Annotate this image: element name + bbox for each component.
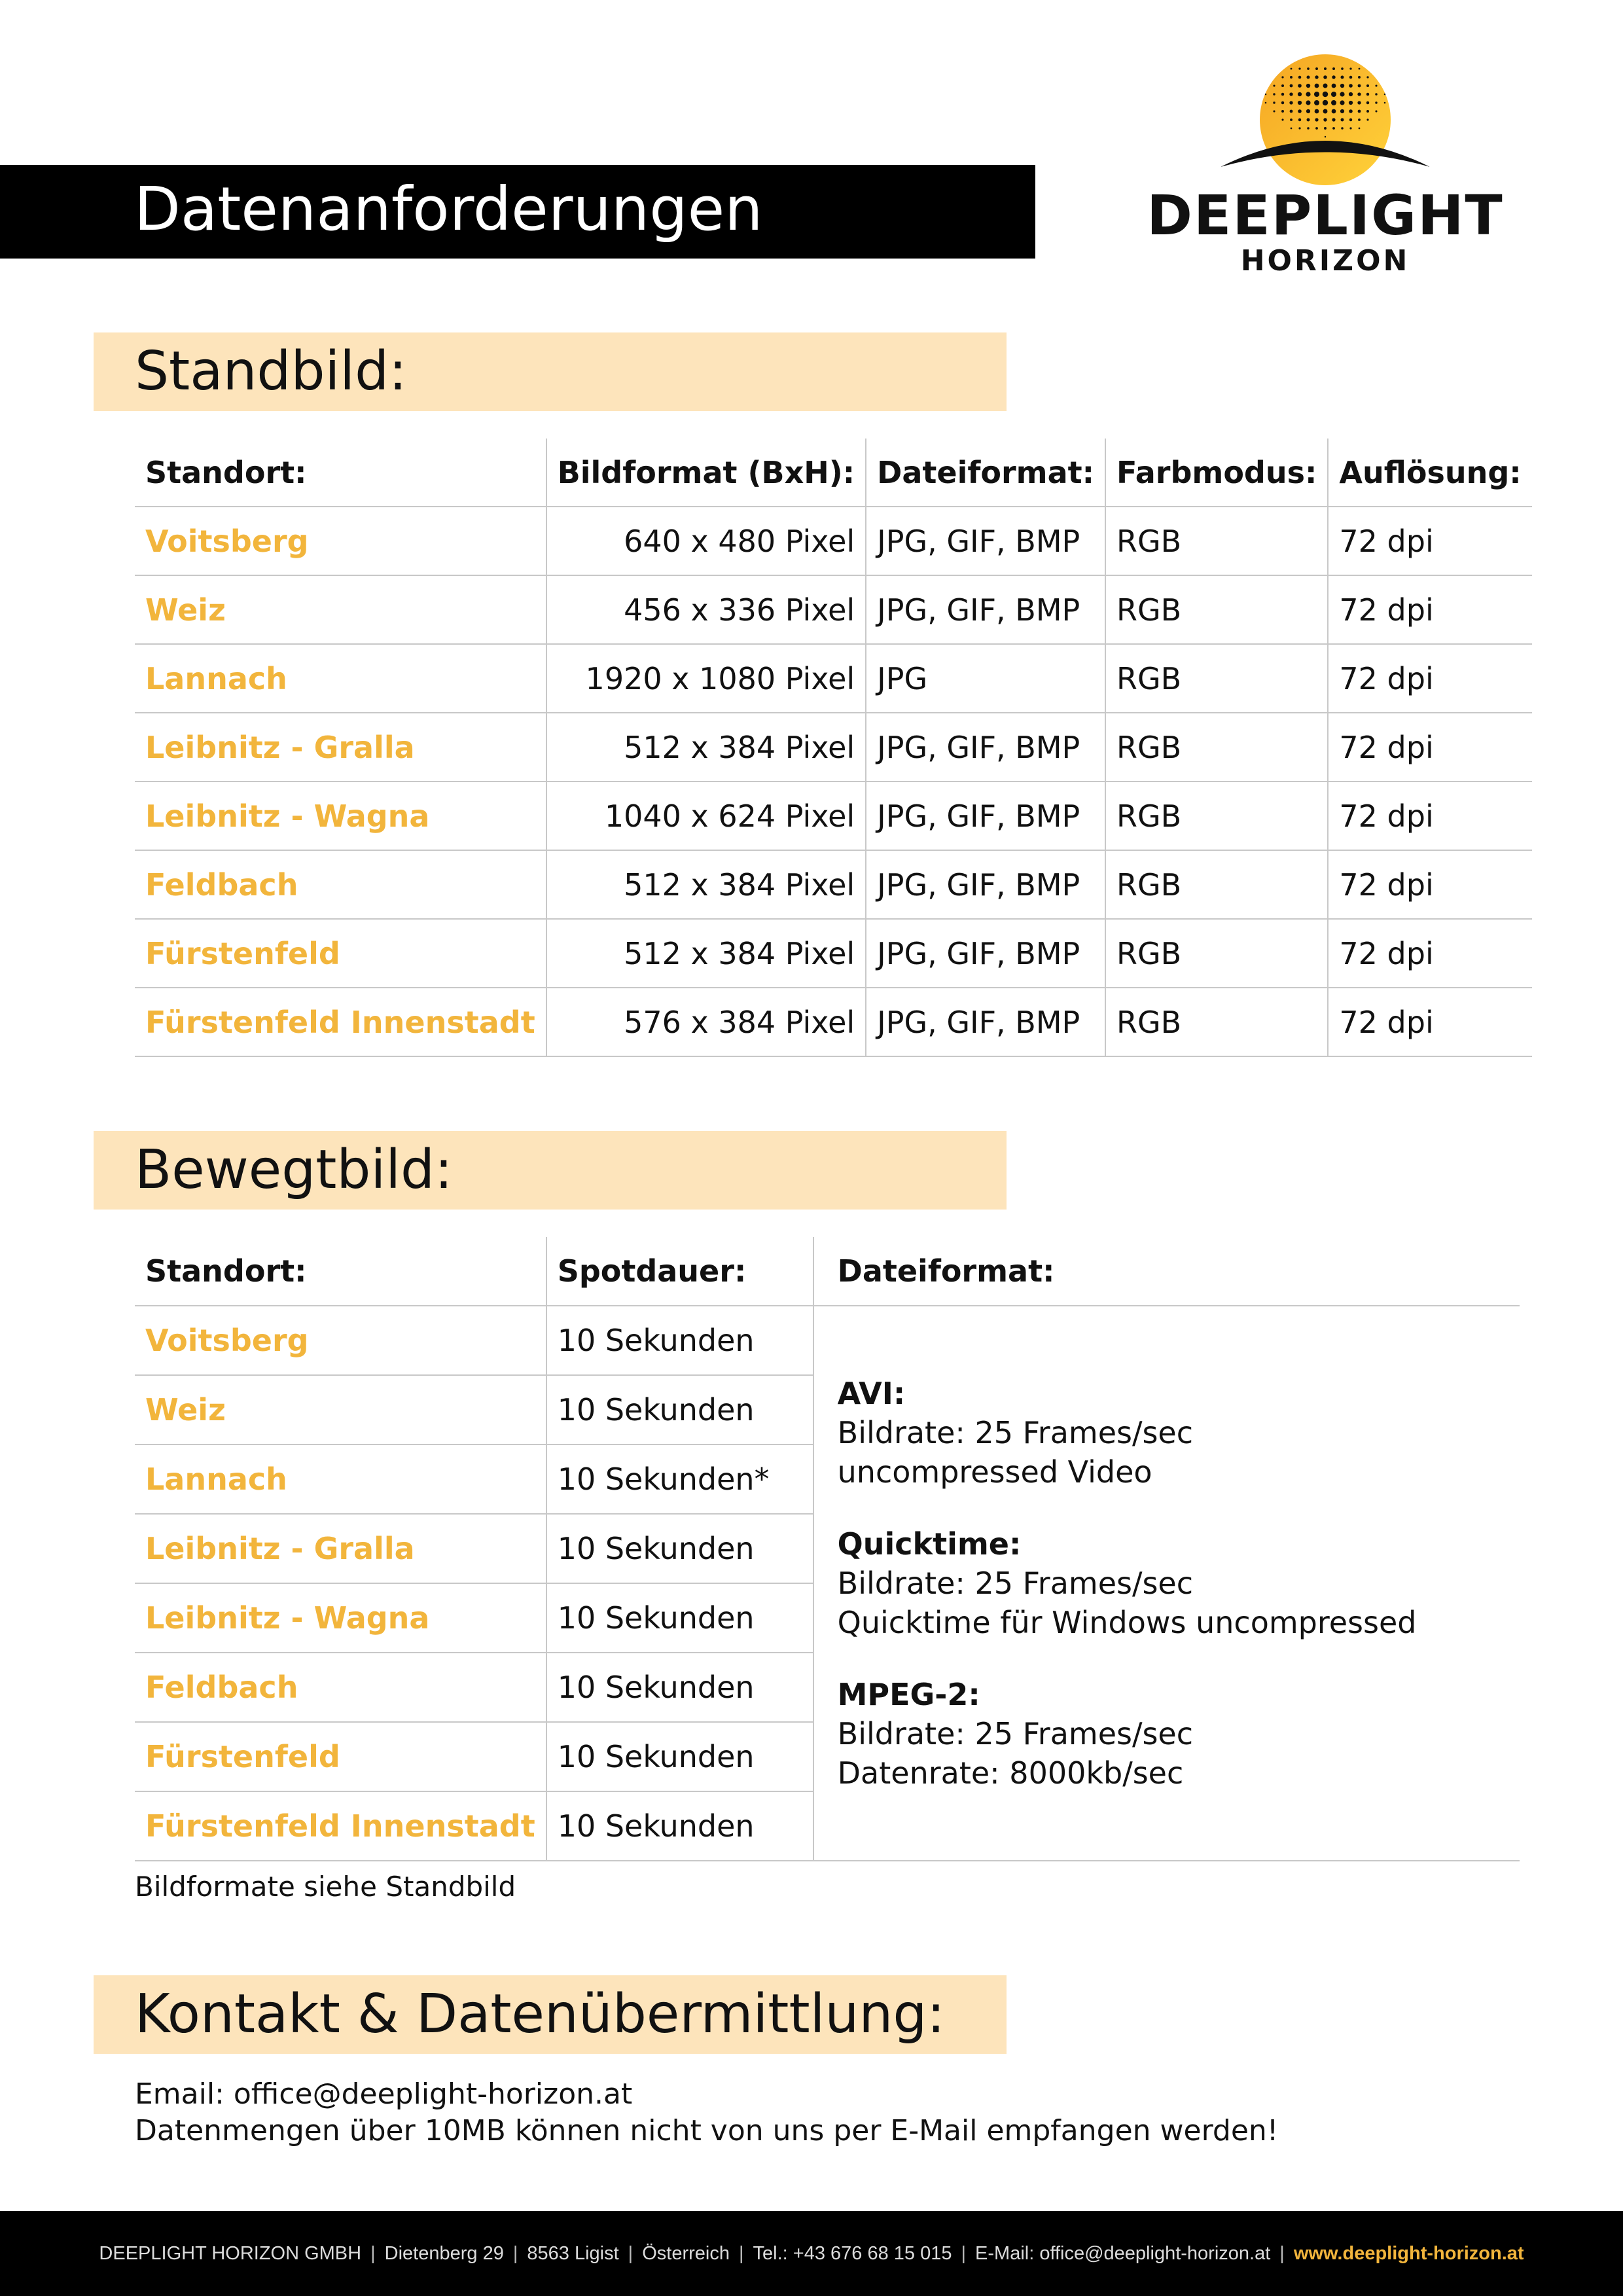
cell-farbmodus: RGB — [1105, 781, 1328, 850]
table-row — [135, 713, 1532, 781]
footer-separator: | — [512, 2242, 518, 2264]
cell-standort: Weiz — [135, 1375, 546, 1444]
footer-email[interactable]: E-Mail: office@deeplight-horizon.at — [975, 2242, 1271, 2264]
cell-dateiformat: JPG, GIF, BMP — [866, 713, 1105, 781]
cell-bildformat: 512 x 384 Pixel — [546, 850, 866, 919]
format-name: AVI: — [837, 1376, 906, 1411]
sun-icon — [1260, 54, 1391, 185]
cell-dateiformat: JPG, GIF, BMP — [866, 850, 1105, 919]
cell-spotdauer: 10 Sekunden — [546, 1306, 813, 1375]
cell-farbmodus: RGB — [1105, 644, 1328, 713]
cell-standort: Leibnitz - Gralla — [135, 1514, 546, 1583]
footer-country: Österreich — [642, 2242, 730, 2264]
cell-farbmodus: RGB — [1105, 575, 1328, 644]
contact-email: Email: office@deeplight-horizon.at — [135, 2077, 633, 2111]
cell-dateiformat: JPG, GIF, BMP — [866, 988, 1105, 1056]
format-detail: Datenrate: 8000kb/sec — [837, 1755, 1184, 1791]
cell-standort: Fürstenfeld Innenstadt — [135, 1791, 546, 1861]
still-table — [135, 439, 1532, 1057]
format-name: MPEG-2: — [837, 1677, 980, 1712]
motion-section-header — [94, 1131, 1007, 1210]
cell-standort: Leibnitz - Gralla — [135, 713, 546, 781]
format-note: Bildformate siehe Standbild — [135, 1871, 516, 1903]
deeplight-horizon-logo — [1122, 49, 1528, 278]
logo-sub: HORIZON — [1240, 244, 1410, 278]
cell-farbmodus: RGB — [1105, 988, 1328, 1056]
motion-heading: Bewegtbild: — [135, 1139, 453, 1201]
footer-separator: | — [628, 2242, 633, 2264]
format-detail: Quicktime für Windows uncompressed — [837, 1605, 1417, 1640]
cell-bildformat: 576 x 384 Pixel — [546, 988, 866, 1056]
cell-dateiformat: JPG, GIF, BMP — [866, 575, 1105, 644]
cell-spotdauer: 10 Sekunden — [546, 1653, 813, 1722]
format-detail: Bildrate: 25 Frames/sec — [837, 1566, 1194, 1601]
cell-aufloesung: 72 dpi — [1328, 644, 1531, 713]
footer-website-link[interactable]: www.deeplight-horizon.at — [1293, 2242, 1524, 2264]
col-header-standort: Standort: — [135, 1237, 546, 1306]
cell-bildformat: 456 x 336 Pixel — [546, 575, 866, 644]
motion-table — [135, 1237, 1520, 1861]
cell-farbmodus: RGB — [1105, 713, 1328, 781]
footer-street: Dietenberg 29 — [384, 2242, 504, 2264]
table-row — [135, 988, 1532, 1056]
cell-aufloesung: 72 dpi — [1328, 507, 1531, 575]
table-row — [135, 644, 1532, 713]
contact-limit: Datenmengen über 10MB können nicht von uns per E-Mail empfangen werden! — [135, 2114, 1279, 2147]
cell-farbmodus: RGB — [1105, 919, 1328, 988]
cell-spotdauer: 10 Sekunden — [546, 1791, 813, 1861]
cell-bildformat: 1920 x 1080 Pixel — [546, 644, 866, 713]
cell-bildformat: 512 x 384 Pixel — [546, 919, 866, 988]
col-header-spotdauer: Spotdauer: — [546, 1237, 813, 1306]
cell-farbmodus: RGB — [1105, 850, 1328, 919]
contact-section-header — [94, 1975, 1007, 2054]
cell-bildformat: 1040 x 624 Pixel — [546, 781, 866, 850]
cell-standort: Lannach — [135, 1444, 546, 1514]
cell-aufloesung: 72 dpi — [1328, 575, 1531, 644]
cell-standort: Leibnitz - Wagna — [135, 1583, 546, 1653]
format-block — [838, 1675, 1496, 1793]
motion-header-row — [135, 1237, 1520, 1306]
cell-dateiformat: JPG, GIF, BMP — [866, 507, 1105, 575]
cell-spotdauer: 10 Sekunden — [546, 1583, 813, 1653]
cell-aufloesung: 72 dpi — [1328, 919, 1531, 988]
cell-standort: Lannach — [135, 644, 546, 713]
cell-aufloesung: 72 dpi — [1328, 713, 1531, 781]
cell-farbmodus: RGB — [1105, 507, 1328, 575]
cell-dateiformat: JPG, GIF, BMP — [866, 919, 1105, 988]
footer-separator: | — [738, 2242, 744, 2264]
format-detail: Bildrate: 25 Frames/sec — [837, 1415, 1194, 1450]
cell-spotdauer: 10 Sekunden* — [546, 1444, 813, 1514]
footer-separator: | — [370, 2242, 376, 2264]
cell-dateiformat: JPG, GIF, BMP — [866, 781, 1105, 850]
col-header-aufloesung: Auflösung: — [1328, 439, 1531, 507]
cell-aufloesung: 72 dpi — [1328, 988, 1531, 1056]
footer — [0, 2211, 1623, 2296]
cell-bildformat: 640 x 480 Pixel — [546, 507, 866, 575]
still-header-row — [135, 439, 1532, 507]
cell-bildformat: 512 x 384 Pixel — [546, 713, 866, 781]
table-row — [135, 781, 1532, 850]
title-bar — [0, 165, 1035, 259]
table-row — [135, 850, 1532, 919]
cell-spotdauer: 10 Sekunden — [546, 1722, 813, 1791]
col-header-standort: Standort: — [135, 439, 546, 507]
footer-separator: | — [1279, 2242, 1285, 2264]
table-row — [135, 507, 1532, 575]
footer-city: 8563 Ligist — [527, 2242, 619, 2264]
cell-standort: Feldbach — [135, 850, 546, 919]
cell-standort: Feldbach — [135, 1653, 546, 1722]
contact-heading: Kontakt & Datenübermittlung: — [135, 1983, 946, 2045]
footer-separator: | — [961, 2242, 967, 2264]
cell-aufloesung: 72 dpi — [1328, 850, 1531, 919]
cell-standort: Fürstenfeld — [135, 919, 546, 988]
table-row — [135, 1306, 1520, 1375]
cell-aufloesung: 72 dpi — [1328, 781, 1531, 850]
cell-dateiformat — [813, 1306, 1520, 1861]
col-header-farbmodus: Farbmodus: — [1105, 439, 1328, 507]
cell-dateiformat: JPG — [866, 644, 1105, 713]
cell-standort: Leibnitz - Wagna — [135, 781, 546, 850]
cell-standort: Fürstenfeld — [135, 1722, 546, 1791]
still-heading: Standbild: — [135, 340, 407, 403]
cell-standort: Fürstenfeld Innenstadt — [135, 988, 546, 1056]
format-detail: Bildrate: 25 Frames/sec — [837, 1716, 1194, 1751]
cell-spotdauer: 10 Sekunden — [546, 1514, 813, 1583]
format-name: Quicktime: — [837, 1526, 1022, 1562]
col-header-dateiformat: Dateiformat: — [813, 1237, 1520, 1306]
contact-block — [135, 2076, 1278, 2149]
cell-standort: Voitsberg — [135, 1306, 546, 1375]
still-section-header — [94, 332, 1007, 411]
cell-standort: Weiz — [135, 575, 546, 644]
page-title: Datenanforderungen — [134, 174, 763, 244]
footer-company: DEEPLIGHT HORIZON GMBH — [99, 2242, 362, 2264]
format-block — [838, 1524, 1496, 1642]
col-header-dateiformat: Dateiformat: — [866, 439, 1105, 507]
cell-spotdauer: 10 Sekunden — [546, 1375, 813, 1444]
col-header-bildformat: Bildformat (BxH): — [546, 439, 866, 507]
table-row — [135, 575, 1532, 644]
logo-brand: DEEPLIGHT — [1147, 183, 1504, 247]
footer-phone: Tel.: +43 676 68 15 015 — [753, 2242, 952, 2264]
format-detail: uncompressed Video — [837, 1454, 1152, 1490]
format-block — [838, 1374, 1496, 1492]
cell-standort: Voitsberg — [135, 507, 546, 575]
table-row — [135, 919, 1532, 988]
